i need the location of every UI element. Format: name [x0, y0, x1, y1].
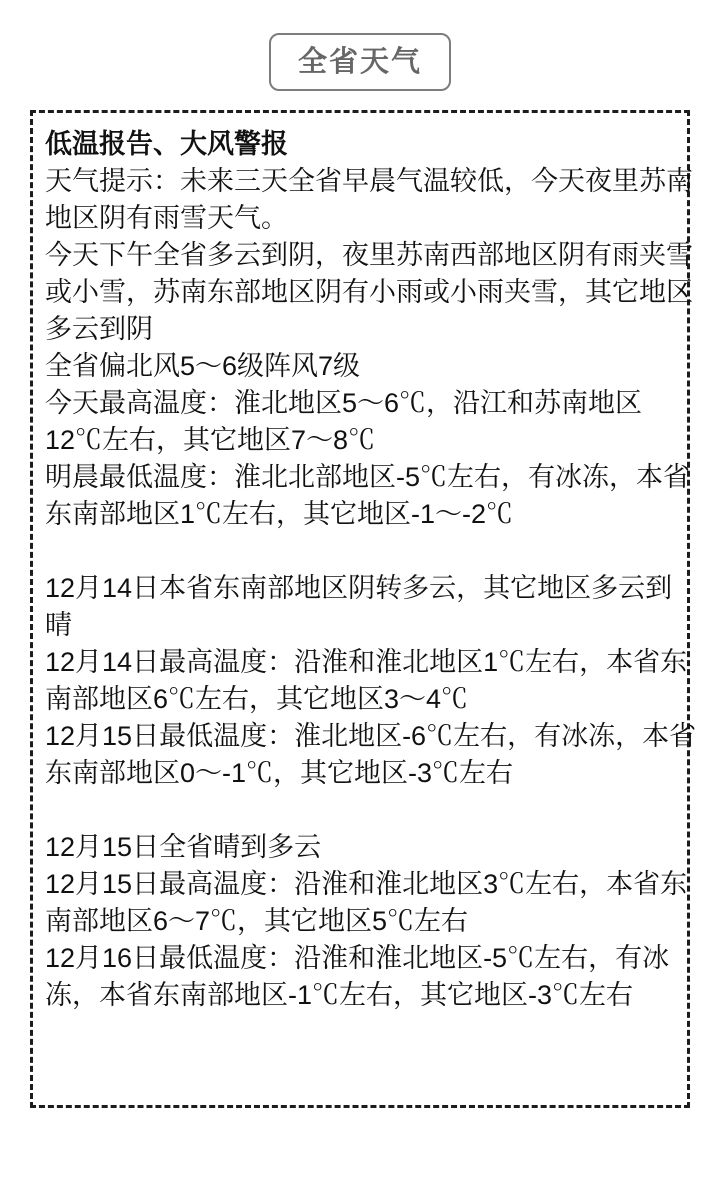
- report-line: 南部地区6～7℃，其它地区5℃左右: [45, 906, 469, 936]
- report-line: 东南部地区1℃左右，其它地区-1～-2℃: [45, 499, 514, 529]
- page-root: [0, 33, 720, 1108]
- report-line: 今天下午全省多云到阴，夜里苏南西部地区阴有雨夹雪: [45, 240, 693, 270]
- report-line: 今天最高温度：淮北地区5～6℃，沿江和苏南地区: [45, 388, 643, 418]
- report-line: 12月14日最高温度：沿淮和淮北地区1℃左右，本省东: [45, 647, 688, 677]
- report-line: 12月16日最低温度：沿淮和淮北地区-5℃左右，有冰: [45, 943, 670, 973]
- report-line: 全省偏北风5～6级阵风7级: [45, 351, 361, 381]
- report-line: 南部地区6℃左右，其它地区3～4℃: [45, 684, 469, 714]
- report-line: 12月14日本省东南部地区阴转多云，其它地区多云到: [45, 573, 673, 603]
- report-line: 晴: [45, 610, 72, 640]
- weather-report-box: [30, 110, 697, 1108]
- blank-line: [45, 792, 677, 829]
- report-heading: 低温报告、大风警报: [45, 129, 288, 159]
- report-line: 12月15日最低温度：淮北地区-6℃左右，有冰冻，本省: [45, 721, 697, 751]
- report-body: [45, 163, 697, 1014]
- report-line: 明晨最低温度：淮北北部地区-5℃左右，有冰冻，本省: [45, 462, 691, 492]
- report-line: 地区阴有雨雪天气。: [45, 203, 288, 233]
- report-line: 冻，本省东南部地区-1℃左右，其它地区-3℃左右: [45, 980, 634, 1010]
- report-line: 12℃左右，其它地区7～8℃: [45, 425, 376, 455]
- report-line: 多云到阴: [45, 314, 153, 344]
- report-line: 天气提示：未来三天全省早晨气温较低，今天夜里苏南: [45, 166, 693, 196]
- report-line: 12月15日最高温度：沿淮和淮北地区3℃左右，本省东: [45, 869, 688, 899]
- report-line: 12月15日全省晴到多云: [45, 832, 322, 862]
- blank-line: [45, 533, 677, 570]
- page-title-badge: [269, 33, 451, 91]
- report-line: 或小雪，苏南东部地区阴有小雨或小雨夹雪，其它地区: [45, 277, 693, 307]
- page-title: 全省天气: [297, 45, 422, 78]
- report-line: 东南部地区0～-1℃，其它地区-3℃左右: [45, 758, 514, 788]
